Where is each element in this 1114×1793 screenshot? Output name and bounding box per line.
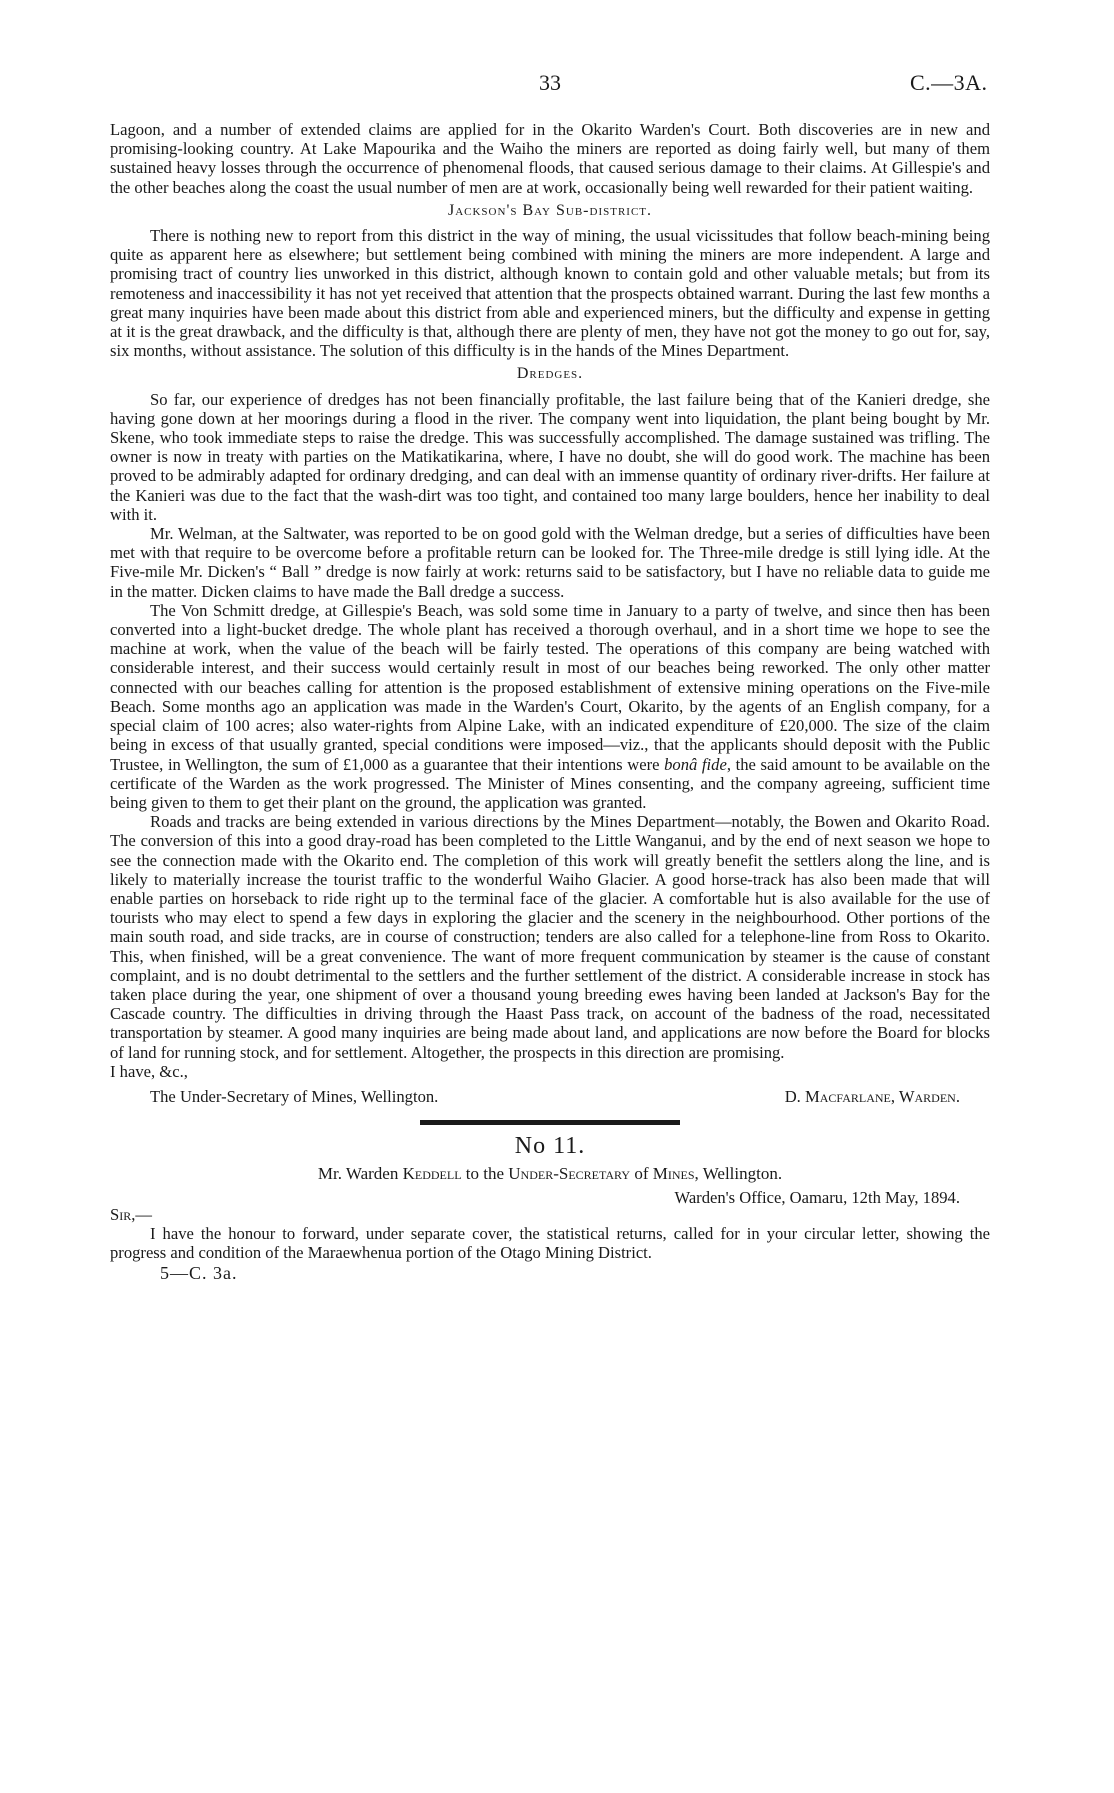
letter-mines-word: Mines bbox=[652, 1164, 695, 1184]
letter-date-line: Warden's Office, Oamaru, 12th May, 1894. bbox=[674, 1187, 960, 1207]
bona-fide-italic: bonâ fide bbox=[664, 754, 727, 774]
jacksons-bay-paragraph: There is nothing new to report from this district in the way of mining, the usual vicissitudes that follow beach-mining being quite as apparent here as elsewhere; but settlement being combined with mining the miners are more independent. A large and promising tract of country lies unworked in this district, although known to contain gold and other valuable metals; but from its remoteness and inaccessibility it has not yet received that attention that the prospects obtained warrant. During the last few months a great many inquiries have been made about this district from able and experienced miners, but the difficulty and expense in getting at it is the great drawback, and the difficulty is that, although there are plenty of men, they have not got the money to go out for, say, six months, without assistance. The solution of this difficulty is in the hands of the Mines Department. bbox=[110, 226, 990, 361]
signature-row bbox=[110, 1087, 990, 1106]
letter-from-name: Keddell bbox=[402, 1164, 462, 1184]
document-reference: C.—3A. bbox=[910, 70, 988, 95]
okarito-paragraph: Lagoon, and a number of extended claims are applied for in the Okarito Warden's Court. Both discoveries are in new and promising-looking country. At Lake Mapourika and the Waiho the miners are reported as doing fairly well, but many of them sustained heavy losses through the occurrence of phenomenal floods, that caused serious damage to their claims. At Gillespie's and the other beaches along the coast the usual number of men are at work, occasionally being well rewarded for their patient waiting. bbox=[110, 120, 990, 197]
letter-of-word: of bbox=[630, 1164, 653, 1184]
letter-body: I have the honour to forward, under separate cover, the statistical returns, called for in your circular letter, showing the progress and condition of the Maraewhenua portion of the Otago Mining District. bbox=[110, 1223, 990, 1263]
signature-reference: 5—C. 3a. bbox=[160, 1263, 238, 1284]
letter-number-heading: No 11. bbox=[514, 1133, 586, 1160]
page-content bbox=[110, 120, 990, 1284]
roads-paragraph: Roads and tracks are being extended in various directions by the Mines Department—notably, the Bowen and Okarito Road. The conversion of this into a good dray-road has been completed to the Little Wanganui, and by the end of next season we hope to see the connection made with the Okarito end. The completion of this work will greatly benefit the settlers along the line, and is likely to materially increase the tourist traffic to the wonderful Waiho Glacier. A good horse-track has also been made that will enable parties on horseback to ride right up to the terminal face of the glacier. A comfortable hut is also available for the use of tourists who may elect to spend a few days in exploring the glacier and the scenery in the neighbourhood. Other portions of the main south road, and side tracks, are in course of construction; tenders are also called for a telephone-line from Ross to Okarito. This, when finished, will be a great convenience. The want of more frequent communication by steamer is the cause of constant complaint, and is no doubt detrimental to the settlers and the further settlement of the district. A considerable increase in stock has taken place during the year, one shipment of over a thousand young breeding ewes having been landed at Jackson's Bay for the Cascade country. The difficulties in driving through the Haast Pass track, on account of the badness of the road, necessitated transportation by steamer. A good many inquiries are being made about land, and applications are now before the Board for blocks of land for running stock, and for settlement. Altogether, the prospects in this direction are promising. bbox=[110, 812, 990, 1062]
letter-place: , Wellington. bbox=[694, 1164, 783, 1184]
letter-from-prefix: Mr. Warden bbox=[317, 1164, 403, 1184]
dredges-paragraph-3-part-a: The Von Schmitt dredge, at Gillespie's Beach, was sold some time in January to a party of twelve, and since then has been converted into a light-bucket dredge. The whole plant has received a thorough overhaul, and in a short time we hope to see the machine at work, when the value of the beach will be fairly tested. The operations of this company are being watched with considerable interest, and their success would certainly result in most of our beaches being reworked. The only other matter connected with our beaches calling for attention is the proposed establishment of extensive mining operations on the Five-mile Beach. Some months ago an application was made in the Warden's Court, Okarito, by the agents of an English company, for a special claim of 100 acres; also water-rights from Alpine Lake, with an indicated expenditure of £20,000. The size of the claim being in excess of that usually granted, special conditions were imposed—viz., that the applicants should deposit with the Public Trustee, in Wellington, the sum of £1,000 as a guarantee that their intentions were bbox=[110, 600, 990, 774]
dredges-paragraph-3-part-b: , the said amount to be available on the certificate of the Warden as the work progressed. The Minister of Mines consenting, and the company agreeing, sufficient time being given to them to get their plant on the ground, the application was granted. bbox=[110, 754, 991, 812]
page-number: 33 bbox=[539, 70, 561, 95]
letter-to-name: Under-Secretary bbox=[508, 1164, 631, 1184]
addressee: The Under-Secretary of Mines, Wellington. bbox=[150, 1086, 439, 1106]
signature: D. Macfarlane, Warden. bbox=[784, 1086, 960, 1106]
letter-header bbox=[110, 1164, 990, 1183]
section-divider bbox=[420, 1120, 680, 1125]
letter-to-word: to the bbox=[461, 1164, 509, 1184]
dredges-paragraph-2: Mr. Welman, at the Saltwater, was reported to be on good gold with the Welman dredge, but a series of difficulties have been met with that require to be overcome before a profitable return can be looked for. The Three-mile dredge is still lying idle. At the Five-mile Mr. Dicken's “ Ball ” dredge is now fairly at work: returns said to be satisfactory, but I have no reliable data to guide me in the matter. Dicken claims to have made the Ball dredge a success. bbox=[110, 524, 990, 601]
jacksons-bay-heading: Jackson's Bay Sub-district. bbox=[447, 201, 652, 219]
signoff: I have, &c., bbox=[110, 1061, 188, 1081]
dredges-paragraph-3 bbox=[110, 601, 990, 812]
letter-salutation: Sir,— bbox=[110, 1204, 152, 1224]
dredges-paragraph-1: So far, our experience of dredges has not been financially profitable, the last failure being that of the Kanieri dredge, she having gone down at her moorings during a flood in the river. The company went into liquidation, the plant being bought by Mr. Skene, who took immediate steps to raise the dredge. This was successfully accomplished. The damage sustained was trifling. The owner is now in treaty with parties on the Matikatikarina, where, I have no doubt, she will do good work. The machine has been proved to be admirably adapted for ordinary dredging, and can deal with an immense quantity of ordinary river-drifts. Her failure at the Kanieri was due to the fact that the wash-dirt was too tight, and contained too many large boulders, hence her inability to deal with it. bbox=[110, 389, 990, 524]
dredges-heading: Dredges. bbox=[516, 365, 584, 383]
